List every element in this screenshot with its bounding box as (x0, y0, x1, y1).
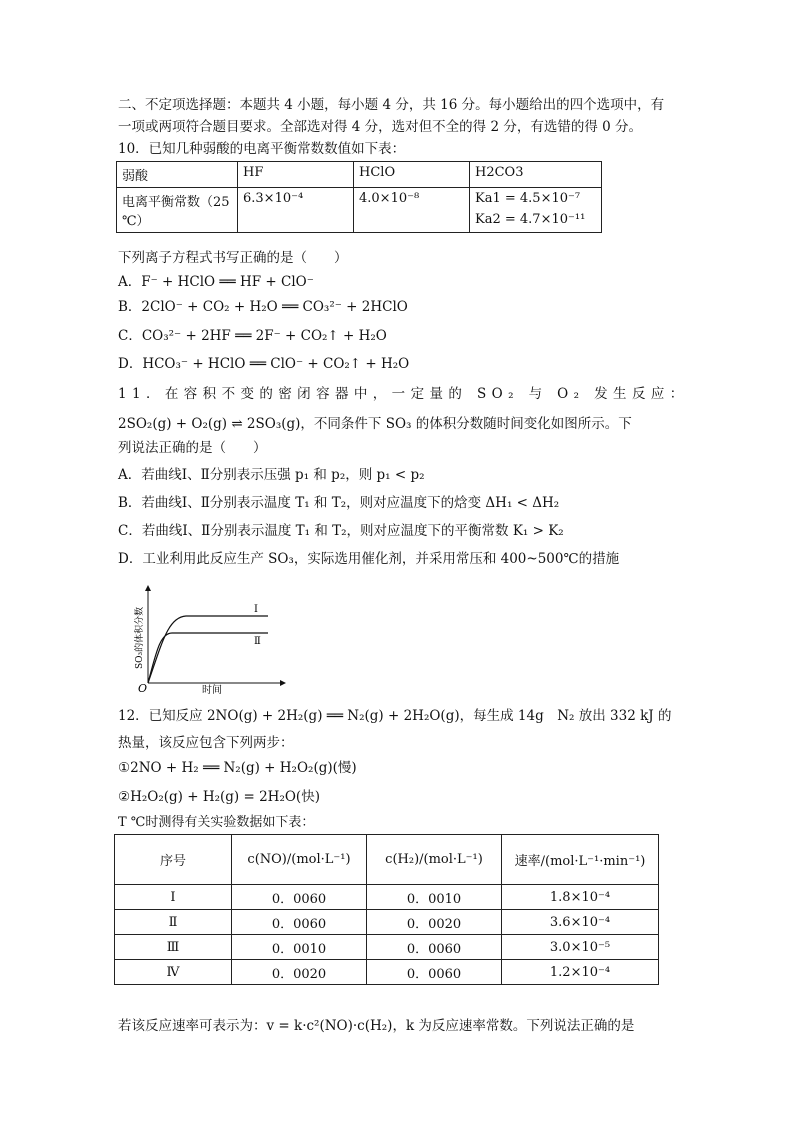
row-cno: 0．0020 (232, 960, 367, 985)
q10-prompt: 下列离子方程式书写正确的是（ ） (118, 250, 348, 266)
row-ch2: 0．0060 (367, 935, 502, 960)
q10-table (116, 161, 602, 233)
q11-option-a: A．若曲线Ⅰ、Ⅱ分别表示压强 p₁ 和 p₂，则 p₁ < p₂ (118, 467, 425, 483)
chart-xlabel: 时间 (202, 685, 222, 695)
q10-row-label-1: 电离平衡常数（25 (122, 195, 230, 210)
curve-1-label: Ⅰ (254, 604, 258, 615)
chart-y-arrow (145, 585, 151, 591)
curve-1 (148, 616, 268, 683)
q12-table (114, 834, 659, 985)
row-id: Ⅲ (115, 935, 232, 960)
row-cno: 0．0060 (232, 885, 367, 910)
q12-step-1: ①2NO + H₂ ══ N₂(g) + H₂O₂(g)(慢) (118, 760, 357, 776)
q12-stem-1: 12．已知反应 2NO(g) + 2H₂(g) ══ N₂(g) + 2H₂O(g)，每生成 14g N₂ 放出 332 kJ 的 (118, 708, 672, 724)
row-id: Ⅱ (115, 910, 232, 935)
q12-data-intro: T ℃时测得有关实验数据如下表： (118, 815, 315, 830)
table-row (115, 910, 659, 935)
q10-option-c: C．CO₃²⁻ + 2HF ══ 2F⁻ + CO₂↑ + H₂O (118, 328, 387, 344)
q10-ka1: Ka1 = 4.5×10⁻⁷ (475, 191, 581, 206)
q12-tail: 若该反应速率可表示为：v = k·c²(NO)·c(H₂)，k 为反应速率常数。下列说法正确的是 (118, 1018, 635, 1034)
q10-option-b: B．2ClO⁻ + CO₂ + H₂O ══ CO₃²⁻ + 2HClO (118, 299, 408, 315)
chart-ylabel: SO₃的体积分数 (135, 606, 145, 669)
q10-h-hclo: HClO (354, 162, 470, 188)
q11-option-d: D．工业利用此反应生产 SO₃，实际选用催化剂，并采用常压和 400~500℃的措施 (118, 551, 620, 567)
q10-h-h2co3: H2CO3 (470, 162, 602, 188)
row-cno: 0．0010 (232, 935, 367, 960)
q12-h-cno: c(NO)/(mol·L⁻¹) (232, 835, 367, 885)
q11-option-c: C．若曲线Ⅰ、Ⅱ分别表示温度 T₁ 和 T₂，则对应温度下的平衡常数 K₁ > K₂ (118, 523, 564, 539)
curve-2 (148, 633, 268, 683)
q12-h-rate: 速率/(mol·L⁻¹·min⁻¹) (502, 835, 659, 885)
q10-h-hf: HF (238, 162, 354, 188)
row-rate: 1.2×10⁻⁴ (502, 960, 659, 985)
curve-2-label: Ⅱ (254, 636, 261, 647)
row-cno: 0．0060 (232, 910, 367, 935)
section-heading-line2: 一项或两项符合题目要求。全部选对得 4 分，选对但不全的得 2 分，有选错的得 0 分。 (118, 119, 643, 135)
row-ch2: 0．0060 (367, 960, 502, 985)
section-heading-line1: 二、不定项选择题：本题共 4 小题，每小题 4 分，共 16 分。每小题给出的四个选项中，有 (118, 97, 665, 113)
q10-row-label (117, 188, 238, 233)
q10-h-acid: 弱酸 (117, 162, 238, 188)
table-row (115, 935, 659, 960)
row-rate: 3.6×10⁻⁴ (502, 910, 659, 935)
chart-x-arrow (280, 680, 286, 686)
chart-origin: O (138, 682, 148, 695)
q11-stem-2: 2SO₂(g) + O₂(g) ⇌ 2SO₃(g)，不同条件下 SO₃ 的体积分数随时间变化如图所示。下 (118, 416, 632, 432)
q10-hf-val: 6.3×10⁻⁴ (238, 188, 354, 233)
q10-row-label-2: ℃） (122, 214, 150, 229)
q10-h2co3-vals (470, 188, 602, 233)
row-ch2: 0．0010 (367, 885, 502, 910)
q12-h-ch2: c(H₂)/(mol·L⁻¹) (367, 835, 502, 885)
q10-option-a: A．F⁻ + HClO ══ HF + ClO⁻ (118, 274, 314, 290)
row-rate: 1.8×10⁻⁴ (502, 885, 659, 910)
q11-option-b: B．若曲线Ⅰ、Ⅱ分别表示温度 T₁ 和 T₂，则对应温度下的焓变 ΔH₁ < ΔH₂ (118, 495, 560, 511)
table-row (115, 885, 659, 910)
q11-stem-3: 列说法正确的是（ ） (118, 440, 267, 456)
q12-step-2: ②H₂O₂(g) + H₂(g) = 2H₂O(快) (118, 789, 320, 805)
q12-stem-2: 热量，该反应包含下列两步： (118, 735, 294, 751)
q11-chart (128, 585, 288, 695)
q12-h-no: 序号 (115, 835, 232, 885)
row-id: Ⅳ (115, 960, 232, 985)
row-ch2: 0．0020 (367, 910, 502, 935)
q10-hclo-val: 4.0×10⁻⁸ (354, 188, 470, 233)
table-row (115, 960, 659, 985)
q10-ka2: Ka2 = 4.7×10⁻¹¹ (475, 212, 586, 227)
row-id: Ⅰ (115, 885, 232, 910)
q10-stem: 10．已知几种弱酸的电离平衡常数数值如下表： (118, 141, 406, 157)
row-rate: 3.0×10⁻⁵ (502, 935, 659, 960)
q11-stem-1: 11．在容积不变的密闭容器中，一定量的 SO₂ 与 O₂ 发生反应： (118, 386, 689, 402)
q10-option-d: D．HCO₃⁻ + HClO ══ ClO⁻ + CO₂↑ + H₂O (118, 356, 410, 372)
